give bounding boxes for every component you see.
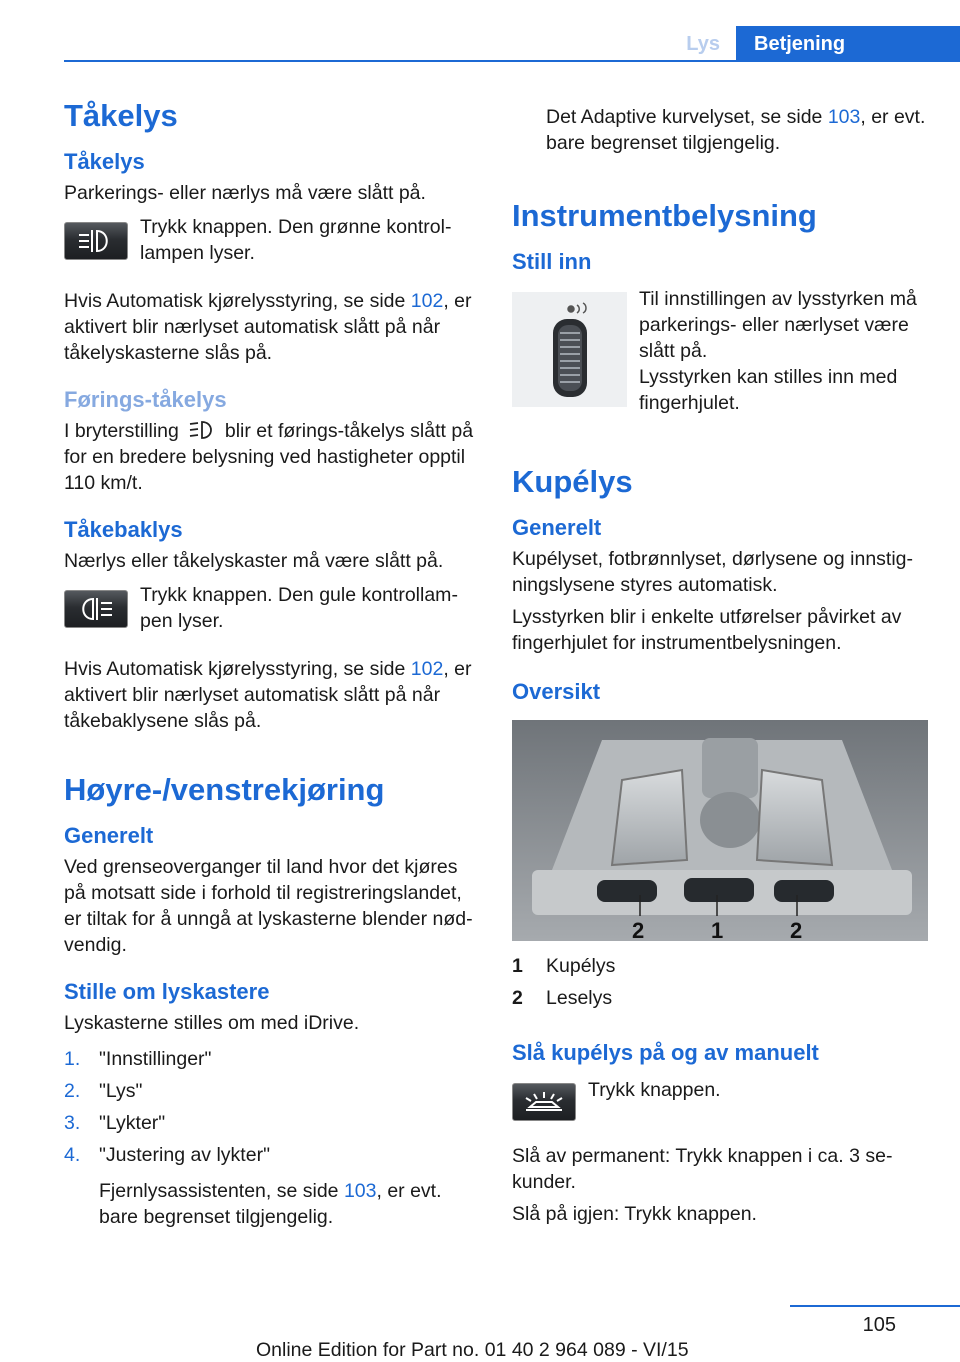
- subheading-overview: Oversikt: [512, 679, 601, 704]
- page-link-103[interactable]: 103: [343, 1180, 377, 1202]
- fog-auto-text: Hvis Automatisk kjørelysstyring, se side 102, er aktivert blir nærlyset automatisk slått på når tåkelyskasterne slås på.: [64, 290, 472, 364]
- rear-auto-text: Hvis Automatisk kjørelysstyring, se side 102, er aktivert blir nærlyset automatisk slått på når tåkebaklysene slås på.: [64, 658, 472, 732]
- subheading-adjust-headlights: Stille om lyskastere: [64, 979, 270, 1004]
- heading-right-left-hand-traffic: Høyre-/venstrekjøring: [64, 772, 385, 807]
- subheading-fog-lights: Tåkelys: [64, 149, 145, 174]
- overview-legend: [512, 953, 928, 1011]
- subheading-general: Generelt: [64, 823, 154, 848]
- rear-fog-button-text: Trykk knappen. Den gule kontrollampen lyser.: [140, 584, 458, 632]
- edition-text: Online Edition for Part no. 01 40 2 964 089 - VI/15: [256, 1339, 689, 1361]
- callout-label: 1: [711, 918, 724, 941]
- list-item: 2. "Lys": [64, 1080, 143, 1102]
- list-item: 1. "Innstillinger": [64, 1048, 212, 1070]
- steps-list: [64, 1046, 480, 1168]
- footer-rule: [790, 1305, 960, 1307]
- rear-fog-text: Nærlys eller tåkelyskaster må være slått på.: [64, 550, 444, 572]
- rear-fog-button-row: [64, 582, 480, 634]
- callout-label: 2: [790, 918, 803, 941]
- rear-fog-button-icon: [64, 590, 128, 628]
- page-number: 105: [862, 1314, 896, 1336]
- interior-button-text: Trykk knappen.: [588, 1079, 721, 1101]
- right-column: [512, 96, 928, 1227]
- adjust-text: Lyskasterne stilles om med iDrive.: [64, 1012, 360, 1034]
- list-item: 3. "Lykter": [64, 1112, 166, 1134]
- subheading-cornering-fog: Førings-tåkelys: [64, 387, 227, 412]
- subheading-general: Generelt: [512, 515, 602, 540]
- subheading-manual-toggle: Slå kupélys på og av manuelt: [512, 1040, 819, 1065]
- fog-button-row: [64, 214, 480, 266]
- fog-text: Parkerings- eller nærlys må være slått på.: [64, 182, 426, 204]
- page-link-102[interactable]: 102: [410, 290, 444, 312]
- fog-button-text: Trykk knappen. Den grønne kontrollampen lyser.: [140, 216, 452, 264]
- heading-fog-lights: Tåkelys: [64, 98, 178, 133]
- thumbwheel-image: [512, 292, 627, 407]
- header-chapter-tab[interactable]: Betjening: [736, 26, 960, 62]
- page-link-102[interactable]: 102: [410, 658, 444, 680]
- interior-button-row: [512, 1075, 928, 1121]
- interior-light-panel-image: [512, 720, 928, 941]
- general-text: Ved grenseoverganger til land hvor det kjøres på motsatt side i forhold til registreringslandet, er tiltak for å unngå at lyskasterne blender nødvendig.: [64, 856, 473, 956]
- list-item: 4. "Justering av lykter": [64, 1144, 270, 1166]
- list-item: 1 Kupélys: [512, 955, 616, 977]
- perm-off-text: Slå av permanent: Trykk knappen i ca. 3 sekunder.: [512, 1145, 893, 1193]
- setting-text: Til innstillingen av lysstyrken må parkerings- eller nærlyset være slått på. Lysstyrken kan stilles inn med fingerhjulet.: [639, 288, 917, 414]
- header-section[interactable]: Lys: [686, 33, 720, 55]
- front-fog-button-icon: [64, 222, 128, 260]
- heading-interior-lights: Kupélys: [512, 464, 633, 499]
- heading-instrument-lighting: Instrumentbelysning: [512, 198, 817, 233]
- on-again-text: Slå på igjen: Trykk knappen.: [512, 1203, 757, 1225]
- cornering-fog-text: I bryterstilling blir et førings-tåkelys slått på for en bredere belysning ved hastigheter opptil 110 km/t.: [64, 420, 474, 494]
- subheading-rear-fog: Tåkebaklys: [64, 517, 183, 542]
- interior-light-button-icon: [512, 1083, 576, 1121]
- adaptive-text: Det Adaptive kurvelyset, se side 103, er evt. bare begrenset tilgjengelig.: [546, 106, 926, 154]
- list-item: 2 Leselys: [512, 987, 613, 1009]
- step4-note: Fjernlysassistenten, se side 103, er evt. bare begrenset tilgjengelig.: [99, 1180, 442, 1228]
- wheel-row: [512, 286, 928, 416]
- subheading-setting: Still inn: [512, 249, 592, 274]
- switch-position-icon: [187, 419, 217, 441]
- left-column: [64, 96, 480, 1230]
- general-text-2: Lysstyrken blir i enkelte utførelser påvirket av fingerhjulet for instrumentbelysningen.: [512, 606, 902, 654]
- page-link-103[interactable]: 103: [827, 106, 861, 128]
- callout-label: 2: [632, 918, 645, 941]
- general-text-1: Kupélyset, fotbrønnlyset, dørlysene og innstigningslysene styres automatisk.: [512, 548, 914, 596]
